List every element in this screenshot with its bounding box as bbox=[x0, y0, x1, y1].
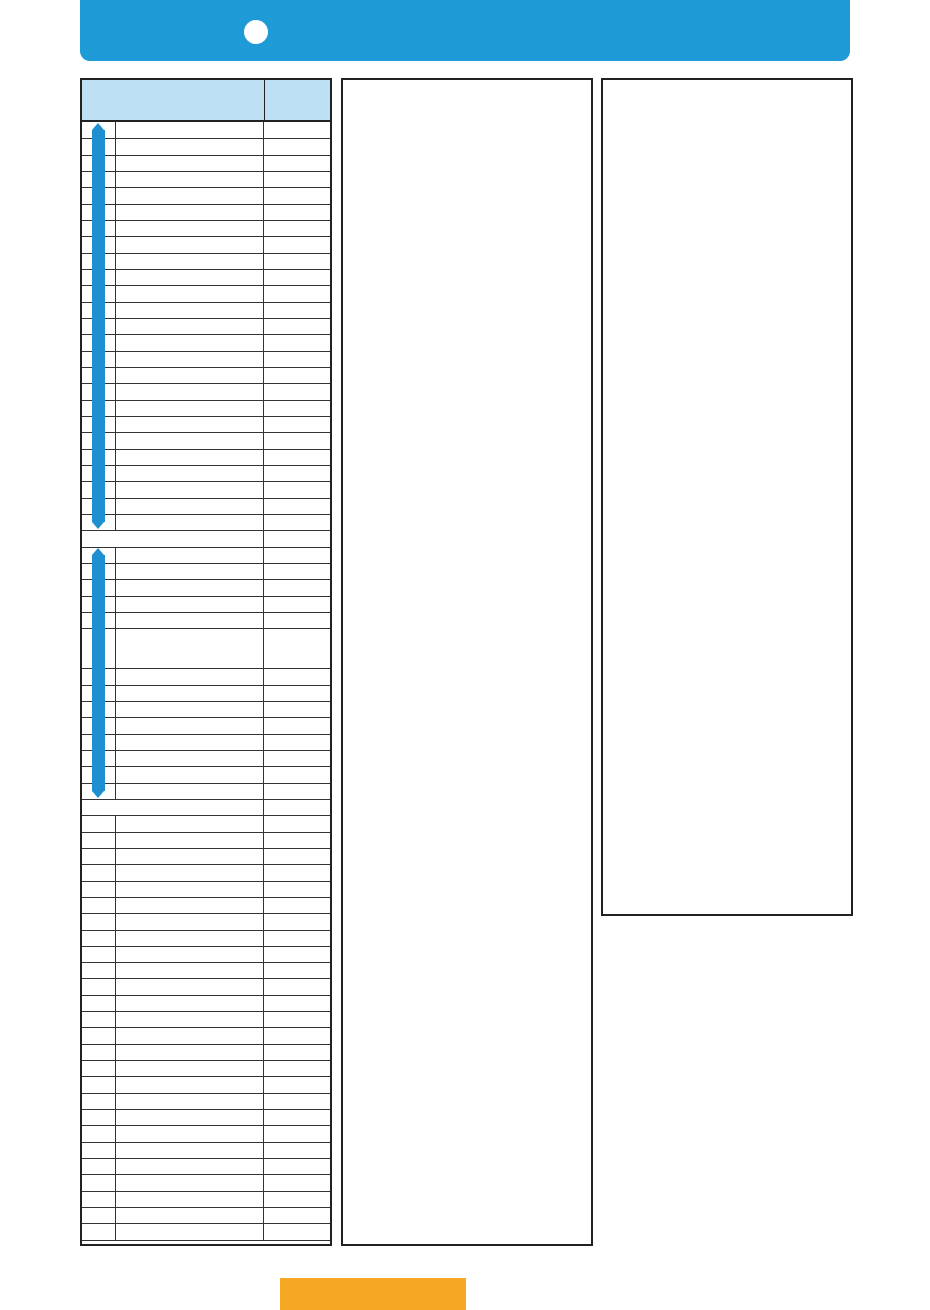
stop-name bbox=[116, 1011, 264, 1027]
free-boarding-lane bbox=[82, 864, 116, 880]
free-boarding-lane bbox=[82, 995, 116, 1011]
table-row bbox=[82, 138, 330, 155]
free-boarding-lane bbox=[82, 1142, 116, 1158]
timetable-trip-3 bbox=[601, 78, 853, 916]
free-boarding-lane bbox=[82, 1076, 116, 1092]
table-row bbox=[82, 579, 330, 596]
table-row bbox=[82, 269, 330, 286]
table-row bbox=[82, 1142, 330, 1159]
free-boarding-lane bbox=[82, 848, 116, 864]
free-boarding-lane bbox=[82, 930, 116, 946]
stop-name bbox=[116, 628, 264, 668]
free-boarding-lane bbox=[82, 962, 116, 978]
departure-time bbox=[264, 530, 330, 546]
table-row bbox=[82, 962, 330, 979]
table-row bbox=[82, 481, 330, 498]
free-boarding-lane bbox=[82, 1044, 116, 1060]
stop-name bbox=[116, 848, 264, 864]
stop-name bbox=[116, 1027, 264, 1043]
stop-name bbox=[116, 367, 264, 383]
table-row bbox=[82, 628, 330, 669]
table-row bbox=[82, 220, 330, 237]
table-row bbox=[82, 913, 330, 930]
departure-time bbox=[264, 1011, 330, 1027]
departure-time bbox=[264, 799, 330, 815]
table-row bbox=[82, 783, 330, 800]
stop-name bbox=[116, 253, 264, 269]
departure-time bbox=[264, 1076, 330, 1092]
free-boarding-lane bbox=[82, 1011, 116, 1027]
free-boarding-lane bbox=[82, 946, 116, 962]
departure-time bbox=[264, 122, 330, 138]
free-boarding-lane bbox=[82, 1093, 116, 1109]
table-row bbox=[82, 930, 330, 947]
table-row bbox=[82, 1011, 330, 1028]
stop-name bbox=[116, 122, 264, 138]
table-row bbox=[82, 1207, 330, 1224]
stop-name bbox=[116, 750, 264, 766]
stop-name bbox=[116, 204, 264, 220]
table-row bbox=[82, 799, 330, 816]
table-row bbox=[82, 367, 330, 384]
departure-time bbox=[264, 253, 330, 269]
departure-time bbox=[264, 995, 330, 1011]
departure-time bbox=[264, 766, 330, 782]
table-row bbox=[82, 881, 330, 898]
free-boarding-lane bbox=[82, 1223, 116, 1239]
table-row bbox=[82, 897, 330, 914]
stop-name bbox=[116, 1093, 264, 1109]
departure-time bbox=[264, 750, 330, 766]
table-row bbox=[82, 285, 330, 302]
departure-time bbox=[264, 1125, 330, 1141]
stop-name bbox=[116, 155, 264, 171]
table-row bbox=[82, 815, 330, 832]
table-row bbox=[82, 750, 330, 767]
table-header bbox=[82, 80, 330, 122]
departure-time bbox=[264, 351, 330, 367]
table-row bbox=[82, 1125, 330, 1142]
stop-name bbox=[116, 1191, 264, 1207]
table-row bbox=[82, 253, 330, 270]
table-row bbox=[82, 155, 330, 172]
stop-name bbox=[116, 465, 264, 481]
departure-time bbox=[264, 734, 330, 750]
departure-time bbox=[264, 481, 330, 497]
departure-time bbox=[264, 962, 330, 978]
free-boarding-arrow bbox=[92, 130, 105, 522]
stop-name bbox=[116, 897, 264, 913]
route-number-badge bbox=[244, 20, 268, 44]
time-column-header bbox=[265, 80, 330, 120]
table-row bbox=[82, 1223, 330, 1240]
table-row bbox=[82, 514, 330, 531]
departure-time bbox=[264, 1093, 330, 1109]
table-row bbox=[82, 530, 330, 547]
departure-time bbox=[264, 701, 330, 717]
departure-time bbox=[264, 946, 330, 962]
stop-name bbox=[116, 962, 264, 978]
table-row bbox=[82, 383, 330, 400]
stop-name bbox=[116, 1223, 264, 1239]
free-boarding-lane bbox=[82, 913, 116, 929]
table-row bbox=[82, 334, 330, 351]
stop-name bbox=[82, 530, 264, 546]
table-row bbox=[82, 547, 330, 564]
stop-name bbox=[116, 612, 264, 628]
departure-time bbox=[264, 864, 330, 880]
departure-time bbox=[264, 383, 330, 399]
table-row bbox=[82, 1076, 330, 1093]
departure-time bbox=[264, 685, 330, 701]
stop-name bbox=[116, 171, 264, 187]
table-row bbox=[82, 400, 330, 417]
table-row bbox=[82, 563, 330, 580]
stop-name bbox=[116, 416, 264, 432]
departure-time bbox=[264, 138, 330, 154]
table-row bbox=[82, 848, 330, 865]
table-row bbox=[82, 717, 330, 734]
stop-name bbox=[116, 596, 264, 612]
table-row bbox=[82, 351, 330, 368]
table-row bbox=[82, 498, 330, 515]
stop-name bbox=[116, 383, 264, 399]
table-row bbox=[82, 1174, 330, 1191]
stop-name bbox=[116, 1109, 264, 1125]
free-boarding-arrow bbox=[92, 555, 105, 791]
stop-name bbox=[116, 318, 264, 334]
free-boarding-lane bbox=[82, 815, 116, 831]
stop-name bbox=[116, 547, 264, 563]
stop-name bbox=[116, 1044, 264, 1060]
stop-name bbox=[116, 864, 264, 880]
stop-name bbox=[116, 285, 264, 301]
stop-name bbox=[116, 995, 264, 1011]
departure-time bbox=[264, 269, 330, 285]
free-boarding-lane bbox=[82, 1207, 116, 1223]
departure-time bbox=[264, 449, 330, 465]
stop-name bbox=[116, 913, 264, 929]
table-row bbox=[82, 734, 330, 751]
stop-name bbox=[116, 979, 264, 995]
table-row bbox=[82, 1191, 330, 1208]
free-boarding-lane bbox=[82, 1125, 116, 1141]
table-row bbox=[82, 612, 330, 629]
departure-time bbox=[264, 155, 330, 171]
stop-name bbox=[116, 187, 264, 203]
departure-time bbox=[264, 668, 330, 684]
table-row bbox=[82, 1027, 330, 1044]
departure-time bbox=[264, 579, 330, 595]
departure-time bbox=[264, 848, 330, 864]
departure-time bbox=[264, 596, 330, 612]
departure-time bbox=[264, 302, 330, 318]
stop-name bbox=[116, 1158, 264, 1174]
stop-name bbox=[116, 449, 264, 465]
table-row bbox=[82, 318, 330, 335]
table-row bbox=[82, 416, 330, 433]
departure-time bbox=[264, 416, 330, 432]
departure-time bbox=[264, 815, 330, 831]
stop-name bbox=[116, 400, 264, 416]
departure-time bbox=[264, 334, 330, 350]
stop-name bbox=[116, 685, 264, 701]
free-boarding-lane bbox=[82, 832, 116, 848]
table-row bbox=[82, 766, 330, 783]
departure-time bbox=[264, 913, 330, 929]
stop-name bbox=[116, 579, 264, 595]
stop-name bbox=[116, 946, 264, 962]
departure-time bbox=[264, 881, 330, 897]
stop-name bbox=[116, 481, 264, 497]
departure-time bbox=[264, 1223, 330, 1239]
free-boarding-lane bbox=[82, 1191, 116, 1207]
stop-name bbox=[116, 236, 264, 252]
departure-time bbox=[264, 832, 330, 848]
departure-time bbox=[264, 285, 330, 301]
free-boarding-lane bbox=[82, 1109, 116, 1125]
stop-name bbox=[116, 514, 264, 530]
stop-name bbox=[116, 832, 264, 848]
departure-time bbox=[264, 717, 330, 733]
departure-time bbox=[264, 1060, 330, 1076]
free-boarding-lane bbox=[82, 1174, 116, 1190]
table-row bbox=[82, 1158, 330, 1175]
table-row bbox=[82, 946, 330, 963]
departure-time bbox=[264, 465, 330, 481]
free-boarding-lane bbox=[82, 1027, 116, 1043]
free-boarding-lane bbox=[82, 979, 116, 995]
table-row bbox=[82, 204, 330, 221]
table-row bbox=[82, 685, 330, 702]
stop-column-header bbox=[82, 80, 265, 120]
departure-time bbox=[264, 897, 330, 913]
table-row bbox=[82, 832, 330, 849]
departure-time bbox=[264, 220, 330, 236]
departure-time bbox=[264, 1027, 330, 1043]
free-boarding-lane bbox=[82, 1158, 116, 1174]
departure-time bbox=[264, 171, 330, 187]
table-row bbox=[82, 465, 330, 482]
stop-name bbox=[116, 432, 264, 448]
stop-name bbox=[116, 334, 264, 350]
stop-name bbox=[116, 563, 264, 579]
stop-name bbox=[116, 783, 264, 799]
stop-name bbox=[116, 1125, 264, 1141]
stop-name bbox=[116, 1060, 264, 1076]
departure-time bbox=[264, 400, 330, 416]
table-row bbox=[82, 302, 330, 319]
departure-time bbox=[264, 547, 330, 563]
stop-name bbox=[116, 668, 264, 684]
table-row bbox=[82, 122, 330, 139]
table-row bbox=[82, 1093, 330, 1110]
stop-name bbox=[116, 717, 264, 733]
stop-name bbox=[116, 1174, 264, 1190]
departure-time bbox=[264, 498, 330, 514]
free-boarding-lane bbox=[82, 881, 116, 897]
table-row bbox=[82, 449, 330, 466]
departure-time bbox=[264, 1109, 330, 1125]
departure-time bbox=[264, 783, 330, 799]
stop-name bbox=[116, 138, 264, 154]
stop-name bbox=[116, 815, 264, 831]
departure-time bbox=[264, 563, 330, 579]
stop-name bbox=[116, 881, 264, 897]
free-boarding-lane bbox=[82, 1060, 116, 1076]
page-tab bbox=[280, 1278, 466, 1310]
departure-time bbox=[264, 187, 330, 203]
stop-name bbox=[116, 734, 264, 750]
departure-time bbox=[264, 367, 330, 383]
table-row bbox=[82, 1060, 330, 1077]
departure-time bbox=[264, 236, 330, 252]
departure-time bbox=[264, 1191, 330, 1207]
departure-time bbox=[264, 1044, 330, 1060]
table-row bbox=[82, 1044, 330, 1061]
departure-time bbox=[264, 979, 330, 995]
timetable-trip-2 bbox=[341, 78, 593, 1246]
stop-name bbox=[116, 220, 264, 236]
stop-name bbox=[116, 269, 264, 285]
stop-name bbox=[116, 1076, 264, 1092]
departure-time bbox=[264, 1142, 330, 1158]
table-row bbox=[82, 596, 330, 613]
departure-time bbox=[264, 1207, 330, 1223]
table-row bbox=[82, 701, 330, 718]
stop-name bbox=[116, 1207, 264, 1223]
departure-time bbox=[264, 204, 330, 220]
departure-time bbox=[264, 612, 330, 628]
table-row bbox=[82, 864, 330, 881]
table-row bbox=[82, 1109, 330, 1126]
table-row bbox=[82, 171, 330, 188]
stop-name bbox=[116, 701, 264, 717]
timetable-trip-1 bbox=[80, 78, 332, 1246]
departure-time bbox=[264, 930, 330, 946]
departure-time bbox=[264, 318, 330, 334]
table-row bbox=[82, 236, 330, 253]
departure-time bbox=[264, 514, 330, 530]
departure-time bbox=[264, 1174, 330, 1190]
stop-name bbox=[116, 302, 264, 318]
table-row bbox=[82, 995, 330, 1012]
stop-name bbox=[116, 351, 264, 367]
stop-name bbox=[116, 498, 264, 514]
table-row bbox=[82, 668, 330, 685]
table-row bbox=[82, 187, 330, 204]
table-row bbox=[82, 979, 330, 996]
departure-time bbox=[264, 628, 330, 668]
title-banner bbox=[80, 0, 850, 61]
free-boarding-lane bbox=[82, 897, 116, 913]
table-row bbox=[82, 432, 330, 449]
departure-time bbox=[264, 432, 330, 448]
stop-name bbox=[82, 799, 264, 815]
departure-time bbox=[264, 1158, 330, 1174]
stop-name bbox=[116, 1142, 264, 1158]
stop-name bbox=[116, 766, 264, 782]
stop-name bbox=[116, 930, 264, 946]
